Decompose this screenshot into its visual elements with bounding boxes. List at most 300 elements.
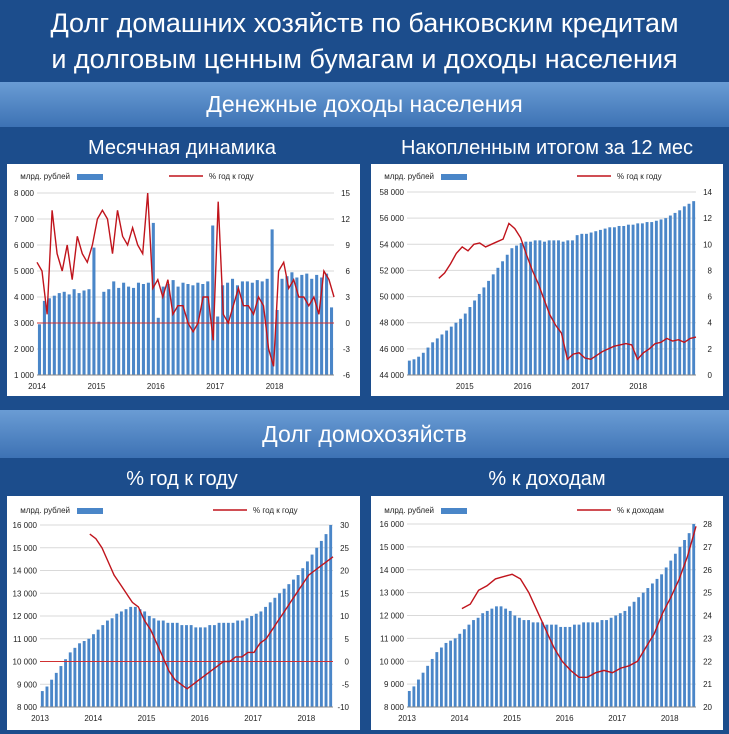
bar bbox=[125, 609, 128, 707]
bar bbox=[646, 588, 649, 707]
bar bbox=[614, 616, 617, 708]
bar bbox=[180, 625, 183, 707]
y-right-tick-label: 10 bbox=[703, 240, 712, 250]
y-right-tick-label: 28 bbox=[703, 520, 712, 529]
bar bbox=[591, 622, 594, 707]
x-tick-label: 2018 bbox=[660, 714, 679, 723]
bar bbox=[650, 222, 653, 375]
section-income-header: Денежные доходы населения bbox=[0, 82, 729, 127]
bar bbox=[211, 226, 214, 376]
bar bbox=[251, 283, 254, 375]
bar bbox=[683, 206, 686, 375]
y-right-tick-label: 23 bbox=[703, 634, 712, 644]
bar bbox=[142, 284, 145, 375]
legend-bar-swatch bbox=[441, 174, 467, 180]
bar bbox=[325, 534, 328, 707]
y-right-tick-label: 20 bbox=[340, 566, 349, 576]
main-title bbox=[0, 0, 729, 80]
bar bbox=[97, 322, 100, 375]
bar bbox=[524, 242, 527, 375]
bar bbox=[651, 583, 654, 707]
legend-bar-swatch bbox=[77, 174, 103, 180]
bar bbox=[120, 611, 123, 707]
x-tick-label: 2013 bbox=[398, 714, 416, 723]
x-tick-label: 2016 bbox=[555, 714, 574, 723]
x-tick-label: 2015 bbox=[87, 382, 106, 391]
bar bbox=[520, 243, 523, 375]
bar bbox=[194, 627, 197, 707]
bar bbox=[305, 274, 308, 375]
y-right-tick-label: 10 bbox=[340, 612, 349, 621]
bar bbox=[427, 348, 430, 375]
bar bbox=[552, 240, 555, 375]
bar bbox=[41, 691, 44, 707]
bar bbox=[450, 327, 453, 375]
y-right-tick-label: 21 bbox=[703, 680, 712, 690]
bar bbox=[300, 275, 303, 375]
bar bbox=[111, 618, 114, 707]
y-right-tick-label: 0 bbox=[344, 657, 349, 667]
bar bbox=[408, 361, 411, 375]
y-left-tick-label: 56 000 bbox=[379, 214, 404, 224]
bar bbox=[310, 279, 313, 375]
legend-bar-swatch bbox=[77, 508, 103, 514]
bar bbox=[564, 627, 567, 707]
bar bbox=[246, 281, 249, 375]
legend-bar-label: млрд. рублей bbox=[20, 172, 70, 181]
bar bbox=[73, 648, 76, 707]
bar bbox=[636, 223, 639, 375]
x-tick-label: 2014 bbox=[84, 714, 103, 723]
bar bbox=[48, 298, 51, 375]
bar bbox=[412, 686, 415, 707]
bar bbox=[417, 357, 420, 375]
bar bbox=[78, 643, 81, 707]
y-right-tick-label: 3 bbox=[345, 293, 350, 302]
bar bbox=[449, 641, 452, 707]
bar bbox=[610, 618, 613, 707]
y-right-tick-label: 25 bbox=[340, 543, 349, 553]
y-left-tick-label: 9 000 bbox=[383, 680, 404, 690]
bar bbox=[587, 622, 590, 707]
y-left-tick-label: 16 000 bbox=[379, 520, 404, 529]
bar bbox=[101, 625, 104, 707]
y-left-tick-label: 52 000 bbox=[379, 266, 404, 276]
bar bbox=[236, 285, 239, 375]
bar bbox=[637, 597, 640, 707]
x-tick-label: 2017 bbox=[244, 714, 262, 723]
bar bbox=[678, 210, 681, 375]
bar bbox=[445, 643, 448, 707]
bar bbox=[513, 616, 516, 708]
bar bbox=[208, 625, 211, 707]
bar bbox=[532, 622, 535, 707]
bar bbox=[578, 625, 581, 707]
section-debt-header: Долг домохозяйств bbox=[0, 410, 729, 458]
x-tick-label: 2013 bbox=[31, 714, 49, 723]
bar bbox=[605, 620, 608, 707]
bar bbox=[674, 554, 677, 707]
bar bbox=[78, 293, 81, 375]
y-left-tick-label: 44 000 bbox=[379, 371, 404, 380]
y-left-tick-label: 3 000 bbox=[13, 319, 34, 328]
bar bbox=[231, 279, 234, 375]
bar bbox=[63, 292, 66, 375]
y-left-tick-label: 15 000 bbox=[379, 542, 404, 552]
y-left-tick-label: 54 000 bbox=[379, 240, 404, 250]
bar bbox=[646, 222, 649, 375]
bar bbox=[68, 294, 71, 375]
bar bbox=[487, 281, 490, 375]
y-left-tick-label: 15 000 bbox=[12, 543, 37, 553]
x-tick-label: 2015 bbox=[455, 382, 474, 391]
bar bbox=[510, 248, 513, 375]
bar bbox=[622, 226, 625, 375]
y-left-tick-label: 50 000 bbox=[379, 292, 404, 302]
bar bbox=[256, 280, 259, 375]
bar bbox=[92, 634, 95, 707]
bar bbox=[506, 255, 509, 375]
bar bbox=[107, 289, 110, 375]
x-tick-label: 2018 bbox=[297, 714, 316, 723]
bar bbox=[431, 659, 434, 707]
bar bbox=[527, 620, 530, 707]
bar bbox=[311, 555, 314, 707]
bar bbox=[664, 218, 667, 375]
bar bbox=[518, 618, 521, 707]
subtitle-cumulative: Накопленным итогом за 12 мес bbox=[400, 137, 694, 159]
bar bbox=[594, 231, 597, 375]
bar bbox=[441, 334, 444, 375]
bar bbox=[669, 561, 672, 707]
legend-line-label: % год к году bbox=[209, 172, 254, 181]
bar bbox=[255, 614, 258, 707]
legend-line-label: % к доходам bbox=[617, 506, 664, 515]
y-left-tick-label: 48 000 bbox=[379, 318, 404, 328]
y-left-tick-label: 10 000 bbox=[379, 657, 404, 667]
bar bbox=[568, 627, 571, 707]
bar bbox=[283, 589, 286, 707]
y-left-tick-label: 46 000 bbox=[379, 344, 404, 354]
y-right-tick-label: -6 bbox=[342, 371, 350, 380]
bar bbox=[241, 621, 244, 707]
bar bbox=[660, 574, 663, 707]
bar bbox=[127, 287, 130, 375]
bar bbox=[468, 625, 471, 707]
bar bbox=[557, 240, 560, 375]
legend-bar-swatch bbox=[441, 508, 467, 514]
bar bbox=[422, 353, 425, 375]
bar bbox=[171, 623, 174, 707]
y-left-tick-label: 2 000 bbox=[13, 345, 34, 354]
bar bbox=[477, 618, 480, 707]
bar bbox=[50, 680, 53, 707]
y-left-tick-label: 9 000 bbox=[16, 680, 37, 690]
bar bbox=[573, 625, 576, 707]
bar bbox=[196, 283, 199, 375]
bar bbox=[435, 652, 438, 707]
title-line-1: Долг домашних хозяйств по банковским кредитам bbox=[50, 8, 679, 38]
bar bbox=[543, 242, 546, 375]
bar bbox=[181, 283, 184, 375]
y-left-tick-label: 8 000 bbox=[13, 189, 34, 198]
bar bbox=[536, 622, 539, 707]
bar bbox=[177, 287, 180, 375]
bar bbox=[315, 275, 318, 375]
bar bbox=[490, 609, 493, 707]
bar bbox=[545, 625, 548, 707]
chart-cumulative bbox=[371, 164, 723, 396]
bar bbox=[454, 323, 457, 375]
bar bbox=[53, 296, 56, 375]
x-tick-label: 2016 bbox=[146, 382, 165, 391]
y-right-tick-label: 15 bbox=[341, 189, 350, 198]
bar bbox=[688, 533, 691, 707]
y-right-tick-label: -3 bbox=[342, 345, 350, 354]
x-tick-label: 2017 bbox=[571, 382, 590, 391]
bar bbox=[627, 225, 630, 375]
bar bbox=[692, 201, 695, 375]
y-left-tick-label: 8 000 bbox=[16, 703, 37, 712]
bar bbox=[550, 625, 553, 707]
bar bbox=[464, 314, 467, 375]
x-tick-label: 2018 bbox=[629, 382, 648, 391]
bar bbox=[153, 618, 156, 707]
bar bbox=[106, 621, 109, 707]
bar bbox=[501, 261, 504, 375]
y-right-tick-label: 25 bbox=[703, 588, 712, 598]
bar bbox=[445, 331, 448, 375]
y-left-tick-label: 13 000 bbox=[379, 588, 404, 598]
bar bbox=[509, 611, 512, 707]
bar bbox=[222, 623, 225, 707]
bar bbox=[264, 607, 267, 707]
bar bbox=[55, 673, 58, 707]
bar bbox=[59, 666, 62, 707]
bar bbox=[422, 673, 425, 707]
y-right-tick-label: 6 bbox=[707, 292, 712, 302]
bar bbox=[486, 611, 489, 707]
bar bbox=[440, 648, 443, 707]
x-tick-label: 2016 bbox=[190, 714, 209, 723]
bar bbox=[656, 579, 659, 707]
bar bbox=[436, 338, 439, 375]
y-right-tick-label: 12 bbox=[341, 215, 350, 224]
bar bbox=[82, 291, 85, 376]
y-left-tick-label: 6 000 bbox=[13, 241, 34, 250]
legend-bar-label: млрд. рублей bbox=[384, 172, 434, 181]
bar bbox=[628, 606, 631, 707]
subtitle-debt-income: % к доходам bbox=[488, 468, 606, 490]
bar bbox=[226, 283, 229, 375]
bar bbox=[271, 229, 274, 375]
bar bbox=[112, 281, 115, 375]
bar bbox=[38, 324, 41, 375]
bar bbox=[134, 607, 137, 707]
y-left-tick-label: 11 000 bbox=[13, 634, 37, 644]
bar bbox=[64, 659, 67, 707]
bar bbox=[46, 687, 49, 707]
bar bbox=[473, 300, 476, 375]
y-left-tick-label: 16 000 bbox=[12, 521, 37, 530]
bar bbox=[139, 609, 142, 707]
bar bbox=[495, 606, 498, 707]
y-left-tick-label: 12 000 bbox=[12, 612, 37, 621]
y-left-tick-label: 14 000 bbox=[379, 565, 404, 575]
bar bbox=[137, 283, 140, 375]
bar bbox=[92, 248, 95, 375]
y-right-tick-label: 14 bbox=[703, 188, 712, 197]
y-right-tick-label: 30 bbox=[340, 521, 349, 530]
bar bbox=[273, 598, 276, 707]
bar bbox=[143, 611, 146, 707]
bar bbox=[290, 272, 293, 375]
y-left-tick-label: 4 000 bbox=[13, 293, 34, 302]
bar bbox=[582, 622, 585, 707]
bar bbox=[83, 641, 86, 707]
bar bbox=[431, 342, 434, 375]
bar bbox=[236, 621, 239, 707]
bar bbox=[285, 276, 288, 375]
bar bbox=[232, 623, 235, 707]
bar bbox=[325, 274, 328, 375]
bar bbox=[117, 288, 120, 375]
bar bbox=[500, 606, 503, 707]
bar bbox=[186, 284, 189, 375]
bar bbox=[660, 219, 663, 375]
bar bbox=[596, 622, 599, 707]
y-left-tick-label: 1 000 bbox=[13, 371, 34, 380]
bar bbox=[534, 240, 537, 375]
bar bbox=[481, 613, 484, 707]
y-right-tick-label: 27 bbox=[703, 542, 712, 552]
bar bbox=[329, 525, 332, 707]
chart-debt-income bbox=[371, 496, 723, 730]
bar bbox=[306, 561, 309, 707]
bar bbox=[213, 625, 216, 707]
bar bbox=[87, 289, 90, 375]
bar bbox=[523, 620, 526, 707]
legend-bar-label: млрд. рублей bbox=[20, 506, 70, 515]
x-tick-label: 2017 bbox=[206, 382, 225, 391]
bar bbox=[472, 620, 475, 707]
x-tick-label: 2016 bbox=[513, 382, 532, 391]
y-right-tick-label: 26 bbox=[703, 565, 712, 575]
bar bbox=[463, 629, 466, 707]
y-left-tick-label: 12 000 bbox=[379, 611, 404, 621]
legend-line-label: % год к году bbox=[617, 172, 662, 181]
y-left-tick-label: 5 000 bbox=[13, 267, 34, 276]
bar bbox=[559, 627, 562, 707]
bar bbox=[246, 618, 249, 707]
bar bbox=[655, 221, 658, 375]
bar bbox=[674, 213, 677, 375]
bar bbox=[459, 319, 462, 375]
bar bbox=[102, 292, 105, 375]
bar bbox=[478, 294, 481, 375]
bar bbox=[199, 627, 202, 707]
bar bbox=[152, 223, 155, 375]
bar bbox=[515, 246, 518, 375]
y-right-tick-label: 0 bbox=[707, 371, 712, 380]
bar bbox=[482, 287, 485, 375]
bar bbox=[504, 609, 507, 707]
bar bbox=[269, 602, 272, 707]
bar bbox=[115, 614, 118, 707]
x-tick-label: 2014 bbox=[450, 714, 469, 723]
y-left-tick-label: 10 000 bbox=[12, 657, 37, 667]
bar bbox=[162, 621, 165, 707]
bar bbox=[157, 621, 160, 707]
x-tick-label: 2015 bbox=[137, 714, 156, 723]
bar bbox=[468, 307, 471, 375]
x-tick-label: 2015 bbox=[503, 714, 521, 723]
y-left-tick-label: 58 000 bbox=[379, 188, 404, 197]
bar bbox=[190, 625, 193, 707]
bar bbox=[590, 233, 593, 375]
y-right-tick-label: 0 bbox=[345, 319, 350, 328]
y-left-tick-label: 11 000 bbox=[380, 634, 404, 644]
chart-cumulative-svg bbox=[371, 164, 723, 396]
bar bbox=[261, 281, 264, 375]
x-tick-label: 2014 bbox=[28, 382, 46, 391]
bar bbox=[259, 611, 262, 707]
bar bbox=[604, 229, 607, 375]
bar bbox=[43, 301, 46, 375]
bar bbox=[426, 666, 429, 707]
bar bbox=[204, 627, 207, 707]
y-left-tick-label: 8 000 bbox=[383, 703, 404, 712]
y-right-tick-label: 5 bbox=[344, 634, 349, 644]
bar bbox=[132, 288, 135, 375]
bar bbox=[69, 652, 72, 707]
bar bbox=[538, 240, 541, 375]
bar bbox=[548, 240, 551, 375]
bar bbox=[172, 280, 175, 375]
bar bbox=[417, 680, 420, 707]
bar bbox=[297, 575, 300, 707]
y-right-tick-label: 4 bbox=[707, 318, 712, 328]
bar bbox=[679, 547, 682, 707]
bar bbox=[315, 548, 318, 707]
y-right-tick-label: 2 bbox=[707, 344, 712, 354]
bar bbox=[162, 287, 165, 375]
bar bbox=[623, 611, 626, 707]
bar bbox=[58, 293, 61, 375]
bar bbox=[97, 630, 100, 707]
bar bbox=[692, 524, 695, 707]
chart-debt-yoy bbox=[7, 496, 360, 730]
chart-monthly-svg bbox=[7, 164, 360, 396]
chart-debt-yoy-svg bbox=[7, 496, 360, 730]
legend-bar-label: млрд. рублей bbox=[384, 506, 434, 515]
y-left-tick-label: 14 000 bbox=[12, 566, 37, 576]
bar bbox=[87, 639, 90, 707]
bar bbox=[122, 283, 125, 375]
chart-monthly bbox=[7, 164, 360, 396]
y-right-tick-label: 22 bbox=[703, 657, 712, 667]
bar bbox=[496, 268, 499, 375]
bar bbox=[608, 227, 611, 375]
bar bbox=[167, 284, 170, 375]
legend-line-label: % год к году bbox=[253, 506, 298, 515]
bar bbox=[413, 359, 416, 375]
bar bbox=[73, 289, 76, 375]
bar bbox=[665, 567, 668, 707]
bar bbox=[206, 281, 209, 375]
bar bbox=[613, 227, 616, 375]
bar bbox=[280, 279, 283, 375]
